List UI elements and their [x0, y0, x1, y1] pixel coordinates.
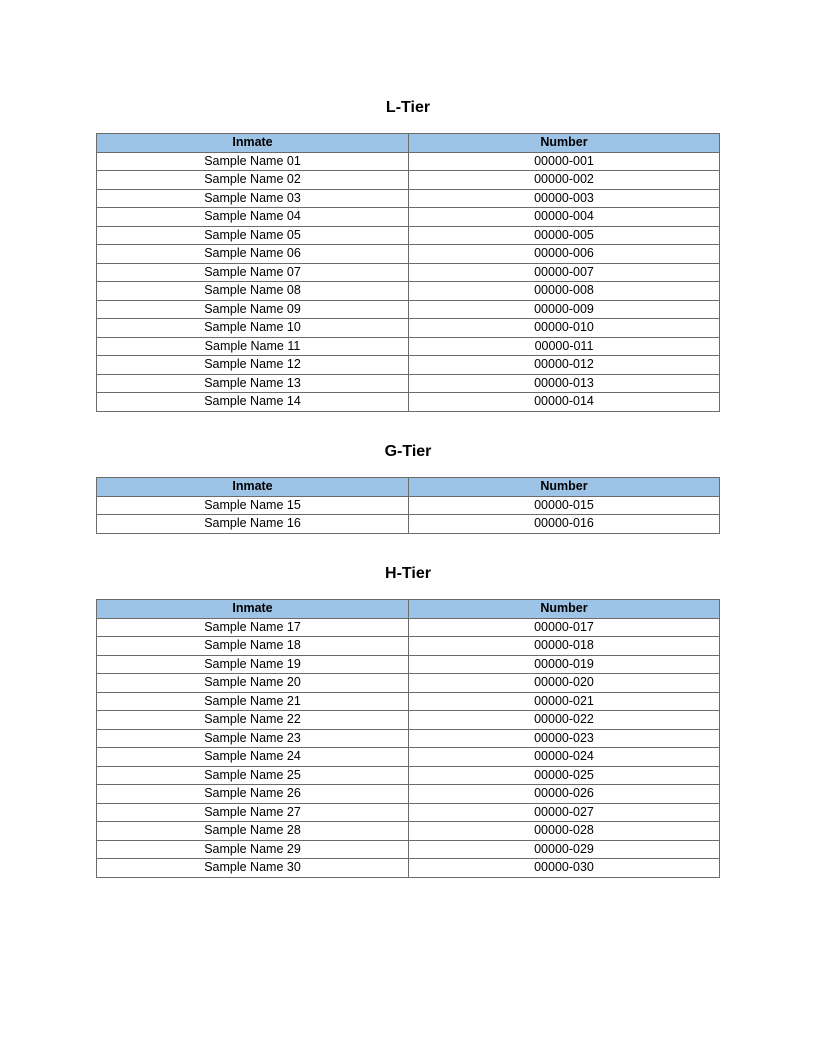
table-row: [97, 766, 720, 785]
name-cell: Sample Name 13: [97, 374, 409, 393]
number-cell: 00000-009: [409, 300, 720, 319]
table-row: [97, 729, 720, 748]
table-row: [97, 171, 720, 190]
table-row: [97, 300, 720, 319]
name-cell: Sample Name 02: [97, 171, 409, 190]
table-header-row: [97, 134, 720, 153]
number-cell: 00000-019: [409, 655, 720, 674]
number-cell: 00000-001: [409, 152, 720, 171]
table-header-row: [97, 478, 720, 497]
name-cell: Sample Name 12: [97, 356, 409, 375]
name-cell: Sample Name 08: [97, 282, 409, 301]
table-row: [97, 637, 720, 656]
table-row: [97, 822, 720, 841]
column-header-number: Number: [409, 600, 720, 619]
number-cell: 00000-005: [409, 226, 720, 245]
number-cell: 00000-002: [409, 171, 720, 190]
name-cell: Sample Name 05: [97, 226, 409, 245]
name-cell: Sample Name 30: [97, 859, 409, 878]
name-cell: Sample Name 28: [97, 822, 409, 841]
name-cell: Sample Name 20: [97, 674, 409, 693]
table-row: [97, 859, 720, 878]
name-cell: Sample Name 04: [97, 208, 409, 227]
name-cell: Sample Name 06: [97, 245, 409, 264]
name-cell: Sample Name 16: [97, 515, 409, 534]
column-header-number: Number: [409, 134, 720, 153]
number-cell: 00000-010: [409, 319, 720, 338]
table-row: [97, 515, 720, 534]
name-cell: Sample Name 24: [97, 748, 409, 767]
name-cell: Sample Name 26: [97, 785, 409, 804]
number-cell: 00000-008: [409, 282, 720, 301]
number-cell: 00000-011: [409, 337, 720, 356]
name-cell: Sample Name 11: [97, 337, 409, 356]
name-cell: Sample Name 22: [97, 711, 409, 730]
number-cell: 00000-029: [409, 840, 720, 859]
number-cell: 00000-027: [409, 803, 720, 822]
name-cell: Sample Name 10: [97, 319, 409, 338]
table-row: [97, 496, 720, 515]
table-row: [97, 785, 720, 804]
table-header-row: [97, 600, 720, 619]
number-cell: 00000-017: [409, 618, 720, 637]
name-cell: Sample Name 14: [97, 393, 409, 412]
table-row: [97, 245, 720, 264]
table-row: [97, 692, 720, 711]
name-cell: Sample Name 18: [97, 637, 409, 656]
name-cell: Sample Name 23: [97, 729, 409, 748]
table-row: [97, 674, 720, 693]
number-cell: 00000-023: [409, 729, 720, 748]
table-row: [97, 189, 720, 208]
tier-section-l: [96, 97, 720, 412]
table-row: [97, 803, 720, 822]
name-cell: Sample Name 09: [97, 300, 409, 319]
number-cell: 00000-026: [409, 785, 720, 804]
name-cell: Sample Name 27: [97, 803, 409, 822]
table-row: [97, 393, 720, 412]
number-cell: 00000-022: [409, 711, 720, 730]
number-cell: 00000-030: [409, 859, 720, 878]
number-cell: 00000-006: [409, 245, 720, 264]
column-header-name: Inmate: [97, 600, 409, 619]
number-cell: 00000-003: [409, 189, 720, 208]
table-row: [97, 282, 720, 301]
column-header-name: Inmate: [97, 478, 409, 497]
name-cell: Sample Name 25: [97, 766, 409, 785]
tier-section-g: [96, 441, 720, 534]
table-row: [97, 748, 720, 767]
column-header-number: Number: [409, 478, 720, 497]
number-cell: 00000-025: [409, 766, 720, 785]
table-row: [97, 319, 720, 338]
number-cell: 00000-007: [409, 263, 720, 282]
name-cell: Sample Name 21: [97, 692, 409, 711]
table-row: [97, 152, 720, 171]
number-cell: 00000-012: [409, 356, 720, 375]
table-row: [97, 618, 720, 637]
name-cell: Sample Name 29: [97, 840, 409, 859]
tier-title: H-Tier: [385, 565, 431, 582]
name-cell: Sample Name 15: [97, 496, 409, 515]
table-row: [97, 208, 720, 227]
table-row: [97, 263, 720, 282]
number-cell: 00000-014: [409, 393, 720, 412]
number-cell: 00000-013: [409, 374, 720, 393]
table-row: [97, 356, 720, 375]
number-cell: 00000-020: [409, 674, 720, 693]
number-cell: 00000-004: [409, 208, 720, 227]
number-cell: 00000-028: [409, 822, 720, 841]
table-row: [97, 711, 720, 730]
tier-title: L-Tier: [385, 99, 431, 116]
roster-table: [96, 477, 720, 534]
number-cell: 00000-015: [409, 496, 720, 515]
name-cell: Sample Name 01: [97, 152, 409, 171]
roster-table: [96, 599, 720, 878]
name-cell: Sample Name 17: [97, 618, 409, 637]
column-header-name: Inmate: [97, 134, 409, 153]
number-cell: 00000-021: [409, 692, 720, 711]
number-cell: 00000-016: [409, 515, 720, 534]
number-cell: 00000-024: [409, 748, 720, 767]
table-row: [97, 337, 720, 356]
name-cell: Sample Name 19: [97, 655, 409, 674]
table-row: [97, 655, 720, 674]
table-row: [97, 226, 720, 245]
tier-title: G-Tier: [384, 443, 432, 460]
number-cell: 00000-018: [409, 637, 720, 656]
name-cell: Sample Name 07: [97, 263, 409, 282]
table-row: [97, 374, 720, 393]
table-row: [97, 840, 720, 859]
roster-table: [96, 133, 720, 412]
name-cell: Sample Name 03: [97, 189, 409, 208]
tier-section-h: [96, 563, 720, 878]
